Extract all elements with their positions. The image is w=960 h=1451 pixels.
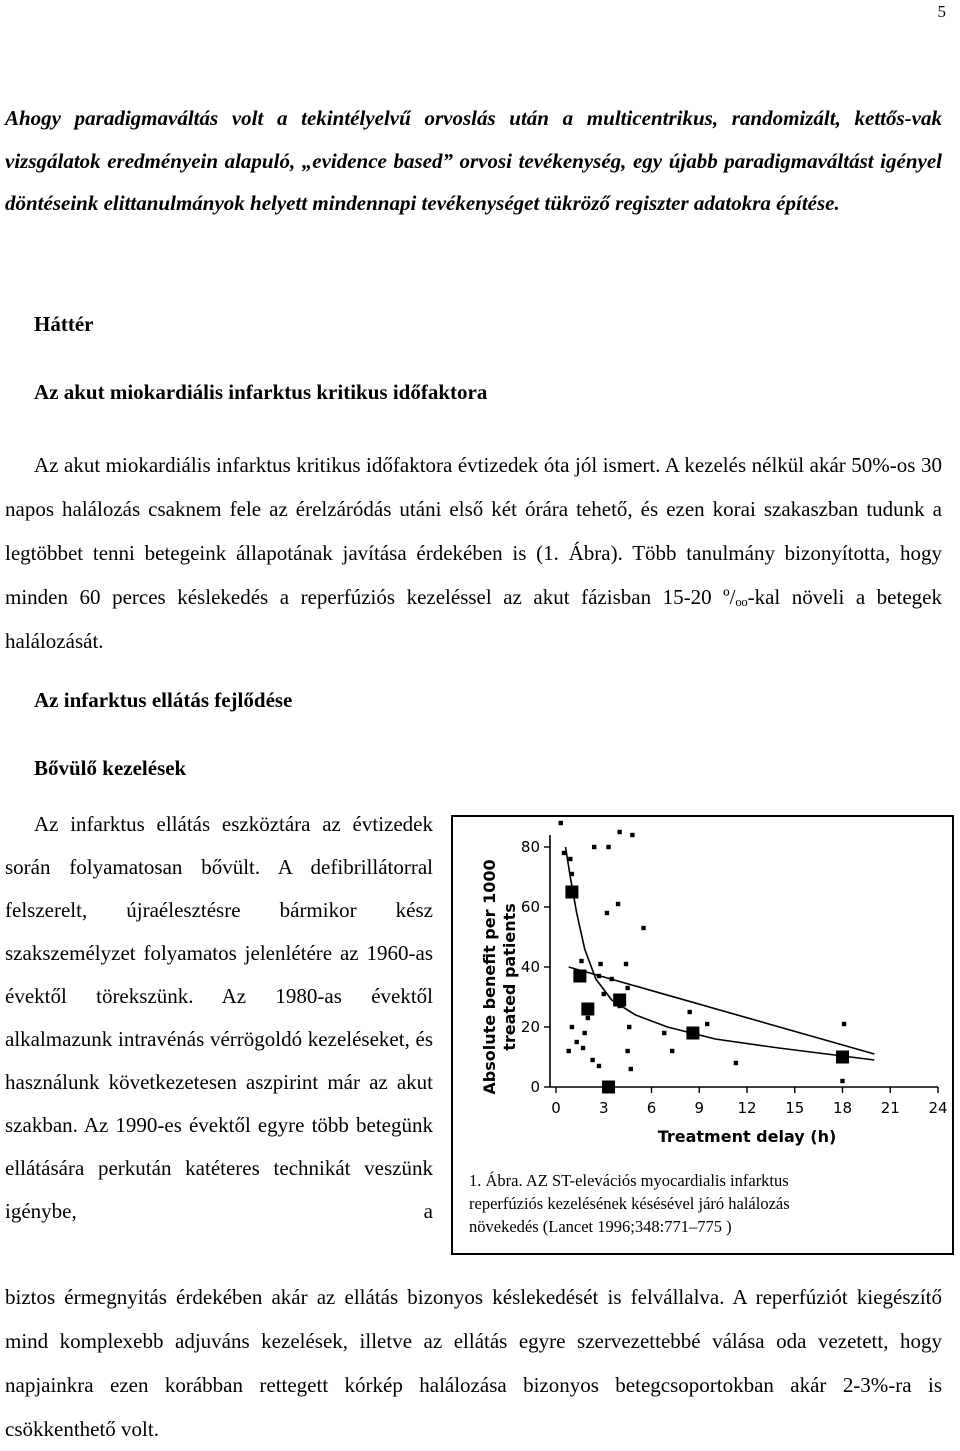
y-tick-label: 0 [530,1078,540,1096]
data-point-small [605,911,609,915]
data-point-small [616,902,620,906]
data-point-small [734,1061,738,1065]
x-tick-label: 6 [646,1099,657,1117]
caption-line: reperfúziós kezelésének késésével járó halálozás [469,1194,790,1213]
heading-idofaktor: Az akut miokardiális infarktus kritikus időfaktora [34,380,488,404]
figure-box [451,815,954,1255]
data-point-small [579,959,583,963]
x-tick-label: 15 [785,1099,805,1117]
data-point-large [613,994,626,1007]
data-point-small [705,1022,709,1026]
paragraph-idofaktor-tail: -kal növeli a betegek halálozását. [5,585,942,653]
data-point-large [686,1027,699,1040]
x-axis-label: Treatment delay (h) [657,1127,837,1146]
data-point-small [641,926,645,930]
data-point-small [625,1049,629,1053]
data-point-small [568,857,572,861]
data-point-small [582,1031,586,1035]
data-point-small [840,1079,844,1083]
permille-sign: º/ₒₒ [723,585,748,609]
data-point-large [602,1081,615,1094]
caption-line: 1. Ábra. AZ ST-elevációs myocardialis infarktus [469,1171,789,1190]
paragraph-idofaktor [5,443,942,663]
y-axis-label: Absolute benefit per 1000 [480,859,499,1095]
data-point-small [670,1049,674,1053]
data-point-small [574,1040,578,1044]
data-point-small [570,1025,574,1029]
data-point-small [559,821,563,825]
data-point-small [586,1016,590,1020]
paragraph-continuation: biztos érmegnyitás érdekében akár az ellátás bizonyos késlekedését is felvállalva. A reperfúziót kiegészítő mind komplexebb adjuváns kezelések, illetve az ellátás egyre szervezettebbé válása oda vezetett, hogy napjainkra ezen korábban rettegett kórkép halálozása bizonyos betegcsoportokban akár 2-3%-ra is csökkenthető volt. [5,1285,942,1441]
page-number: 5 [937,2,946,21]
data-point-large [836,1051,849,1064]
data-point-small [688,1010,692,1014]
data-point-small [570,872,574,876]
data-point-small [597,974,601,978]
data-point-large [581,1003,594,1016]
data-point-small [597,1064,601,1068]
data-point-small [590,1058,594,1062]
figure-caption [469,1169,944,1238]
intro-paragraph: Ahogy paradigmaváltás volt a tekintélyelvű orvoslás után a multicentrikus, randomizált, kettős-vak vizsgálatok eredményein alapuló, „evidence based” orvosi tevékenység, egy újabb paradigmaváltást igényel döntéseink elittanulmányok helyett mindennapi tevékenységet tükröző regiszter adatokra építése. [5,106,942,216]
data-point-small [610,977,614,981]
x-tick-label: 3 [598,1099,609,1117]
y-tick-label: 80 [520,838,540,856]
data-point-small [624,962,628,966]
x-tick-label: 12 [737,1099,757,1117]
data-point-small [629,1067,633,1071]
heading-hatter: Háttér [34,312,94,336]
data-point-small [567,1049,571,1053]
fitted-curve-linear [569,967,875,1054]
data-point-small [842,1022,846,1026]
benefit-delay-chart [453,817,952,1162]
fitted-curve-nonlinear [566,847,875,1060]
data-point-small [625,986,629,990]
y-tick-label: 60 [520,898,540,916]
caption-line: növekedés (Lancet 1996;348:771–775 ) [469,1217,732,1236]
data-point-small [627,1025,631,1029]
heading-fejlodes: Az infarktus ellátás fejlődése [34,688,293,712]
data-point-large [565,886,578,899]
paragraph-idofaktor-text: Az akut miokardiális infarktus kritikus időfaktora évtizedek óta jól ismert. A kezelés nélkül akár 50%-os 30 napos halálozás csaknem fele az érelzáródás utáni első két órára tehető, és ezen korai szakaszban tudunk a legtöbbet tenni betegeink állapotának javítása érdekében is (1. Ábra). Több tanulmány bizonyította, hogy minden 60 perces késlekedés a reperfúziós kezeléssel az akut fázisban 15-20 [5,453,942,609]
data-point-small [602,992,606,996]
y-tick-label: 20 [520,1018,540,1036]
paragraph-kezelesek: Az infarktus ellátás eszköztára az évtizedek során folyamatosan bővült. A defibrillátorral felszerelt, újraélesztésre bármikor kész szakszemélyzet folyamatos jelenlétére az 1960-as évektől törekszünk. Az 1980-as évektől alkalmazunk intravénás vérrögoldó kezeléseket, és használunk következetesen aszpirint már az akut szakban. Az 1990-es évektől egyre több betegünk ellátására perkután katéteres technikát veszünk igénybe, a [5,812,433,1223]
x-tick-label: 0 [551,1099,561,1117]
data-point-small [581,1046,585,1050]
heading-kezelesek: Bővülő kezelések [34,756,187,780]
data-point-small [606,845,610,849]
x-tick-label: 24 [928,1099,948,1117]
y-tick-label: 40 [520,958,540,976]
data-point-large [573,970,586,983]
data-point-small [598,962,602,966]
y-axis-label: treated patients [500,903,519,1051]
data-point-small [617,830,621,834]
x-tick-label: 21 [880,1099,900,1117]
data-point-small [592,845,596,849]
data-point-small [630,833,634,837]
x-tick-label: 18 [832,1099,853,1117]
x-tick-label: 9 [694,1099,705,1117]
data-point-small [662,1031,666,1035]
data-point-small [562,851,566,855]
